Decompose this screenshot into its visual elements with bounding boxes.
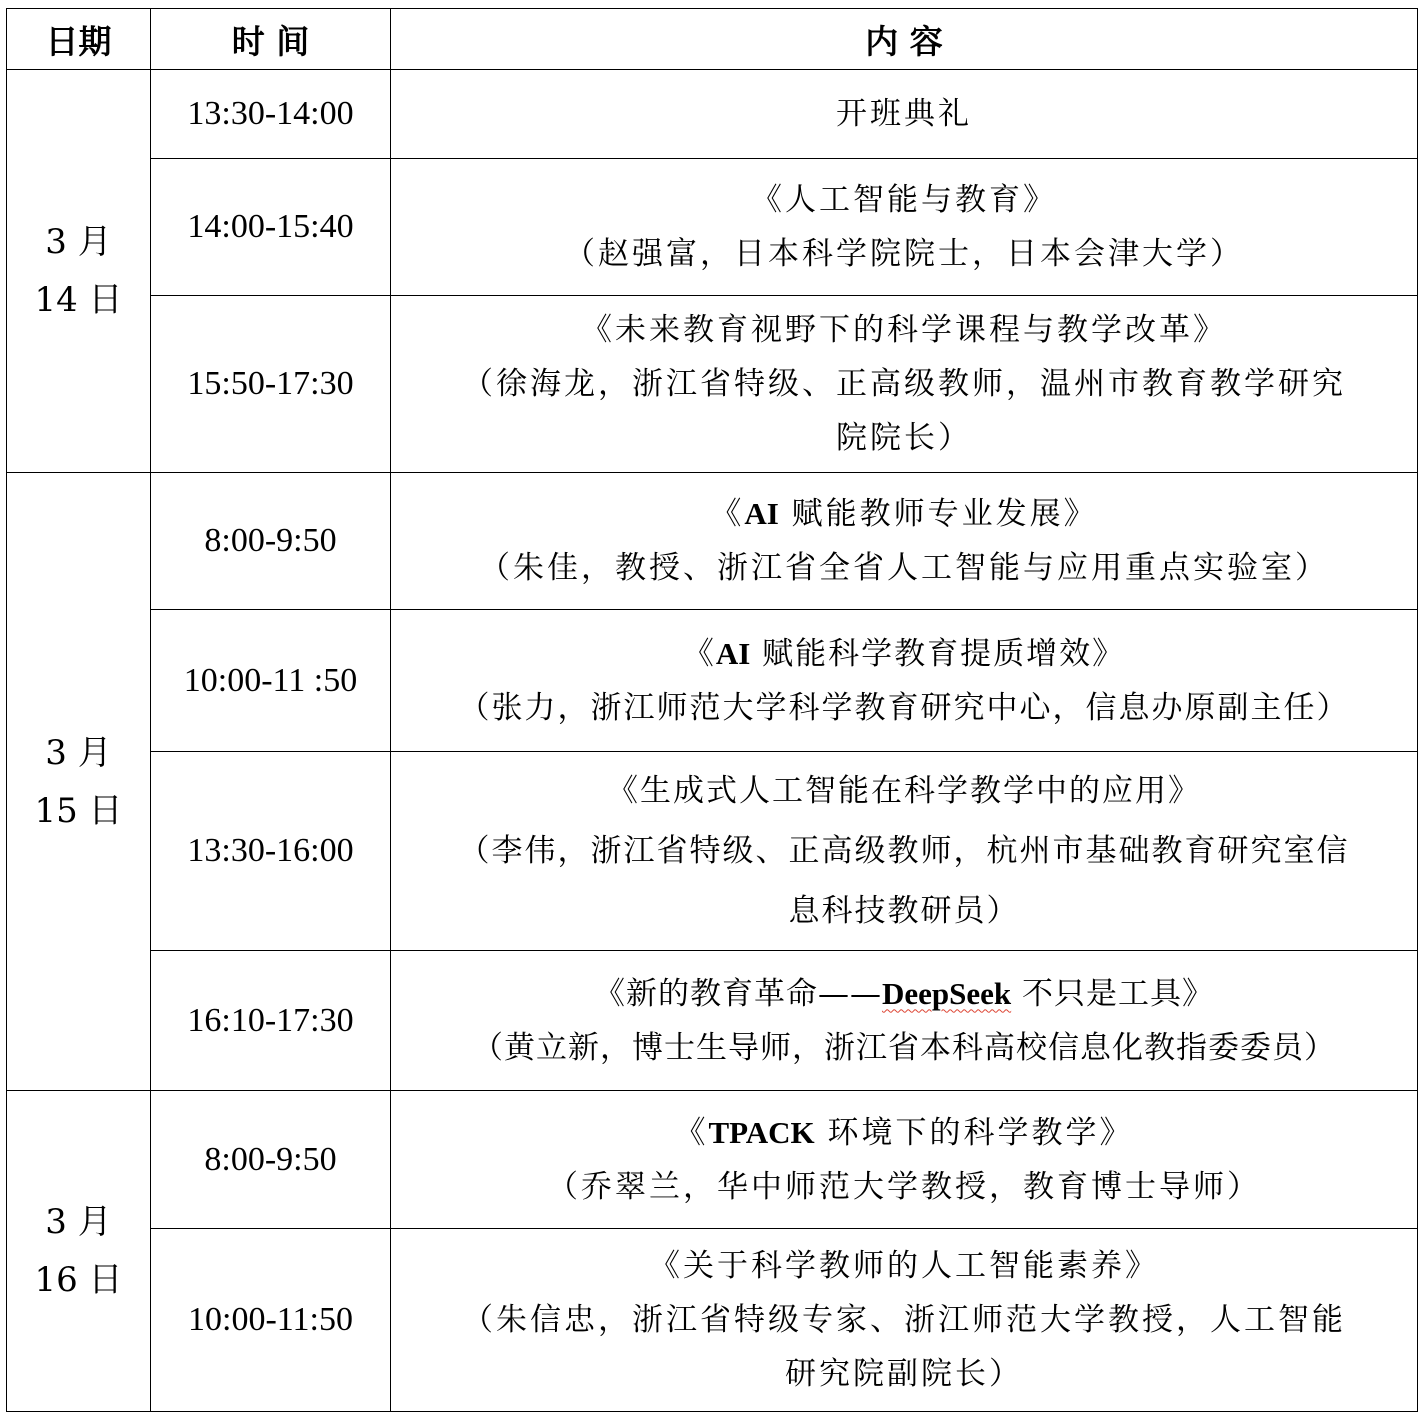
content-cell [391, 752, 1418, 951]
session-speaker: （朱佳，教授、浙江省全省人工智能与应用重点实验室） [479, 550, 1329, 586]
header-time: 时 间 [151, 9, 391, 70]
title-bold: AI [715, 635, 751, 671]
session-title: 《生成式人工智能在科学教学中的应用》 [607, 773, 1201, 809]
session-speaker: （李伟，浙江省特级、正高级教师，杭州市基础教育研究室信 [458, 833, 1350, 869]
header-date: 日期 [7, 9, 151, 70]
title-post: 赋能教师专业发展》 [778, 496, 1098, 532]
date-month: 3 月 [45, 222, 112, 262]
date-day: 15 日 [34, 790, 123, 831]
date-cell-day1 [7, 70, 151, 473]
session-title [391, 1106, 1417, 1160]
time-cell: 10:00-11 :50 [151, 610, 391, 752]
session-title [391, 627, 1417, 681]
date-cell-day3 [7, 1091, 151, 1412]
header-content: 内 容 [391, 9, 1418, 70]
date-day: 14 日 [34, 280, 123, 320]
time-cell: 13:30-16:00 [151, 752, 391, 951]
schedule-table [6, 8, 1418, 1412]
title-post: 环境下的科学教学》 [814, 1114, 1134, 1151]
title-pre: 《 [682, 635, 716, 672]
time-cell: 8:00-9:50 [151, 1091, 391, 1229]
table-row [7, 951, 1418, 1091]
title-pre: 《新的教育革命—— [593, 975, 882, 1012]
session-speaker: （张力，浙江师范大学科学教育研究中心，信息办原副主任） [458, 689, 1350, 726]
table-row [7, 296, 1418, 473]
session-speaker: （乔翠兰，华中师范大学教授，教育博士导师） [547, 1168, 1261, 1205]
title-bold: TPACK [708, 1114, 815, 1150]
table-row [7, 610, 1418, 752]
session-title: 《关于科学教师的人工智能素养》 [649, 1248, 1159, 1284]
table-row [7, 1229, 1418, 1412]
title-pre: 《 [674, 1114, 709, 1151]
time-cell: 16:10-17:30 [151, 951, 391, 1091]
session-title: 开班典礼 [836, 96, 972, 132]
table-row [7, 70, 1418, 159]
session-title [391, 967, 1417, 1021]
date-day: 16 日 [34, 1260, 123, 1300]
session-speaker-cont: 院院长） [836, 420, 972, 456]
time-cell: 15:50-17:30 [151, 296, 391, 473]
date-month: 3 月 [45, 1202, 112, 1242]
header-row [7, 9, 1418, 70]
content-cell [391, 1229, 1418, 1412]
session-title [391, 487, 1417, 541]
content-cell [391, 951, 1418, 1091]
title-pre: 《 [710, 496, 745, 532]
table-row [7, 473, 1418, 610]
content-cell [391, 610, 1418, 752]
session-speaker-cont: 息科技教研员） [788, 893, 1020, 929]
session-title: 《人工智能与教育》 [751, 182, 1057, 218]
content-cell [391, 296, 1418, 473]
time-cell: 10:00-11:50 [151, 1229, 391, 1412]
date-cell-day2 [7, 473, 151, 1091]
title-post: 不只是工具》 [1011, 975, 1214, 1012]
session-title: 《未来教育视野下的科学课程与教学改革》 [581, 312, 1227, 348]
title-bold: AI [744, 496, 779, 531]
content-cell [391, 159, 1418, 296]
session-speaker-cont: 研究院副院长） [785, 1356, 1023, 1392]
session-speaker: （徐海龙，浙江省特级、正高级教师，温州市教育教学研究 [462, 366, 1346, 402]
time-cell: 14:00-15:40 [151, 159, 391, 296]
time-cell: 8:00-9:50 [151, 473, 391, 610]
content-cell [391, 70, 1418, 159]
table-row [7, 159, 1418, 296]
title-bold: DeepSeek [881, 975, 1012, 1011]
time-cell: 13:30-14:00 [151, 70, 391, 159]
table-row [7, 752, 1418, 951]
session-speaker: （黄立新，博士生导师，浙江省本科高校信息化教指委委员） [472, 1029, 1336, 1066]
title-post: 赋能科学教育提质增效》 [750, 635, 1126, 672]
table-row [7, 1091, 1418, 1229]
session-speaker: （赵强富，日本科学院院士，日本会津大学） [564, 236, 1244, 272]
date-month: 3 月 [45, 732, 112, 773]
session-speaker: （朱信忠，浙江省特级专家、浙江师范大学教授，人工智能 [462, 1302, 1346, 1338]
content-cell [391, 1091, 1418, 1229]
content-cell [391, 473, 1418, 610]
